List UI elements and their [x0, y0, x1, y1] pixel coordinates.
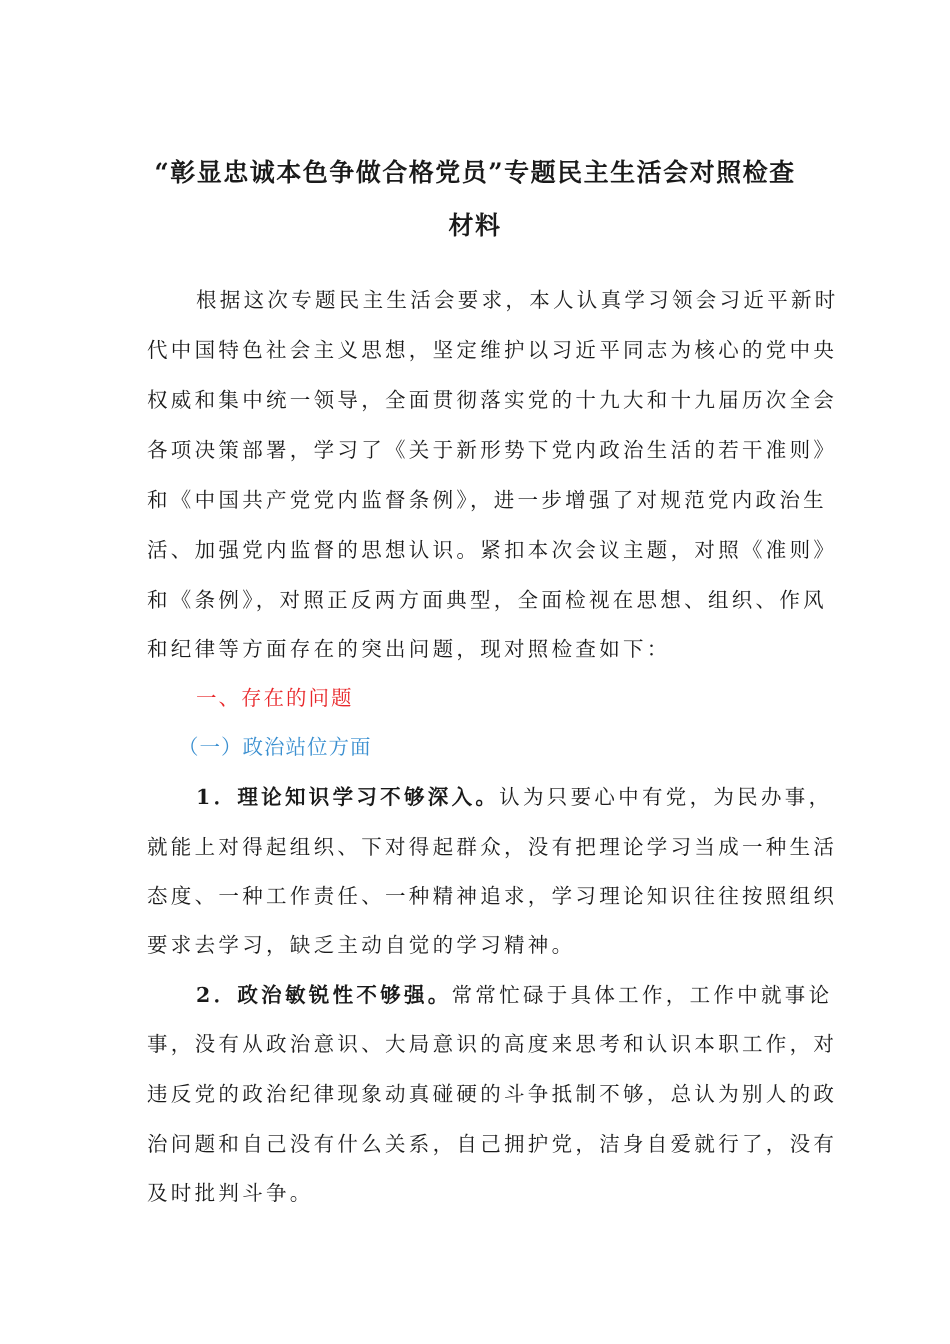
intro-line: 和纪律等方面存在的突出问题，现对照检查如下： [147, 637, 671, 661]
subsection-heading-political: （一）政治站位方面 [178, 735, 372, 759]
item1-title: 1．理论知识学习不够深入。 [196, 785, 500, 809]
document-title-line2: 材料 [448, 211, 502, 240]
section-heading-problems: 一、存在的问题 [196, 686, 354, 710]
item1-text: 认为只要心中有党，为民办事， [499, 785, 833, 809]
item2-text: 常常忙碌于具体工作，工作中就事论 [451, 983, 833, 1007]
item2-line: 及时批判斗争。 [147, 1181, 314, 1205]
item1-line: 就能上对得起组织、下对得起群众，没有把理论学习当成一种生活 [147, 835, 838, 859]
item1-line: 要求去学习，缺乏主动自觉的学习精神。 [147, 933, 576, 957]
item2-line: 事，没有从政治意识、大局意识的高度来思考和认识本职工作，对 [147, 1032, 838, 1056]
item2-first-line [196, 985, 832, 1006]
intro-line: 各项决策部署，学习了《关于新形势下党内政治生活的若干准则》 [147, 438, 838, 462]
item2-title: 2．政治敏锐性不够强。 [196, 983, 452, 1007]
intro-line: 权威和集中统一领导，全面贯彻落实党的十九大和十九届历次全会 [147, 388, 838, 412]
intro-line: 代中国特色社会主义思想，坚定维护以习近平同志为核心的党中央 [147, 338, 838, 362]
intro-line: 和《条例》，对照正反两方面典型，全面检视在思想、组织、作风 [147, 588, 827, 612]
item2-line: 治问题和自己没有什么关系，自己拥护党，洁身自爱就行了，没有 [147, 1132, 838, 1156]
item1-first-line [196, 787, 832, 808]
intro-line: 根据这次专题民主生活会要求，本人认真学习领会习近平新时 [196, 288, 839, 312]
item1-line: 态度、一种工作责任、一种精神追求，学习理论知识往往按照组织 [147, 884, 838, 908]
item2-line: 违反党的政治纪律现象动真碰硬的斗争抵制不够，总认为别人的政 [147, 1082, 838, 1106]
intro-line: 活、加强党内监督的思想认识。紧扣本次会议主题，对照《准则》 [147, 538, 838, 562]
intro-line: 和《中国共产党党内监督条例》，进一步增强了对规范党内政治生 [147, 488, 827, 512]
document-title-line1: “彰显忠诚本色争做合格党员”专题民主生活会对照检查 [154, 158, 796, 187]
